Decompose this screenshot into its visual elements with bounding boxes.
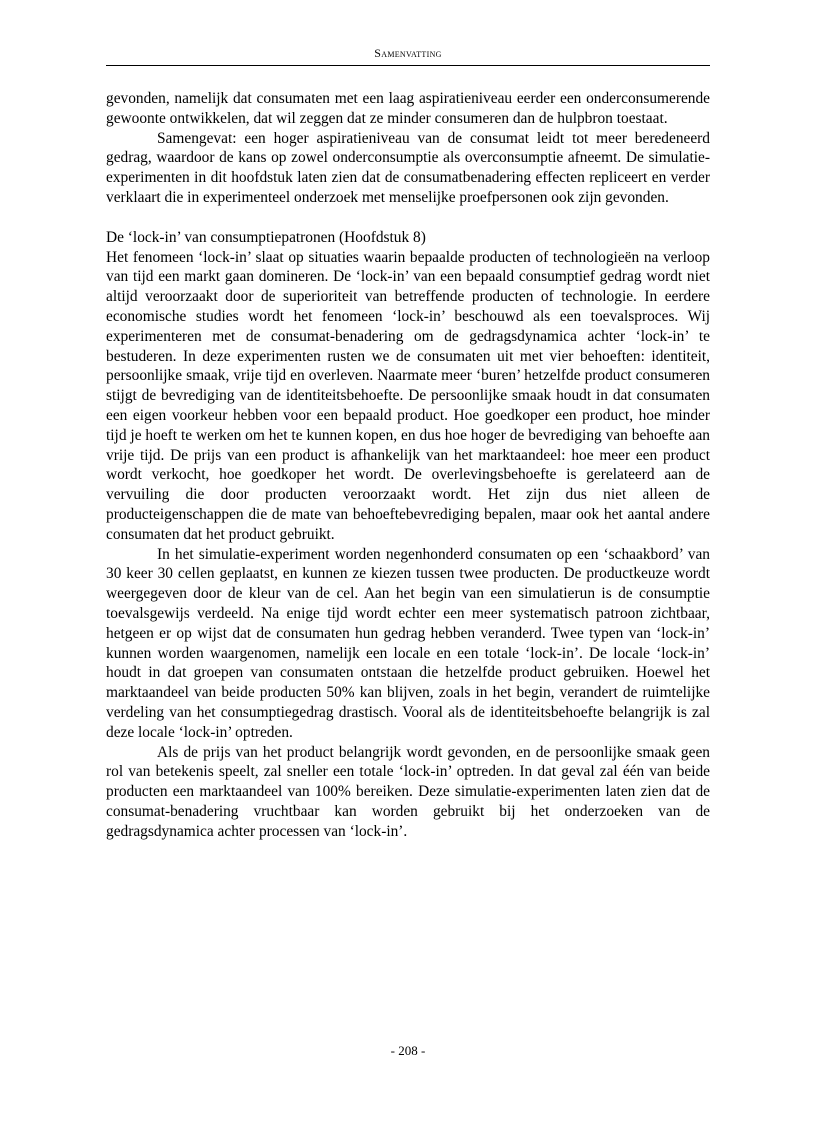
- body-text: [106, 89, 710, 841]
- paragraph-lockin-conclusion: Als de prijs van het product belangrijk wordt gevonden, en de persoonlijke smaak geen rol van betekenis speelt, zal sneller een totale ‘lock-in’ optreden. In dat geval zal één van beide producten een marktaandeel van 100% bereiken. Deze simulatie-experimenten laten zien dat de consumat-benadering vruchtbaar kan worden gebruikt bij het onderzoeken van de gedragsdynamica achter processen van ‘lock-in’.: [106, 743, 710, 840]
- page-number: - 208 -: [390, 1043, 426, 1058]
- paragraph-continuation: gevonden, namelijk dat consumaten met een laag aspiratieniveau eerder een onderconsumerende gewoonte ontwikkelen, dat wil zeggen dat ze minder consumeren dan de hulpbron toestaat.: [106, 90, 710, 127]
- running-head: Samenvatting: [374, 46, 442, 60]
- section-heading: De ‘lock-in’ van consumptiepatronen (Hoofdstuk 8): [106, 228, 426, 246]
- paragraph-lockin-experiment: In het simulatie-experiment worden negenhonderd consumaten op een ‘schaakbord’ van 30 keer 30 cellen geplaatst, en kunnen ze kiezen tussen twee producten. De productkeuze wordt weergegeven door de kleur van de cel. Aan het begin van een simulatierun is de consumptie toevalsgewijs verdeeld. Na enige tijd wordt echter een meer systematisch patroon zichtbaar, hetgeen er op wijst dat de consumaten hun gedrag hebben veranderd. Twee typen van ‘lock-in’ kunnen worden waargenomen, namelijk een locale en een totale ‘lock-in’. De locale ‘lock-in’ houdt in dat groepen van consumaten ontstaan die hetzelfde product gebruiken. Hoewel het marktaandeel van beide producten 50% kan blijven, zoals in het begin, verandert de ruimtelijke verdeling van het consumptiegedrag drastisch. Vooral als de identiteitsbehoefte belangrijk is zal deze locale ‘lock-in’ optreden.: [106, 545, 710, 741]
- header-rule: [106, 65, 710, 66]
- paragraph-lockin-intro: Het fenomeen ‘lock-in’ slaat op situaties waarin bepaalde producten of technologieën na verloop van tijd een markt gaan domineren. De ‘lock-in’ van een bepaald consumptief gedrag wordt niet altijd veroorzaakt door de superioriteit van betreffende producten of technologie. In eerdere economische studies wordt het fenomeen ‘lock-in’ beschouwd als een toevalsproces. Wij experimenteren met de consumat-benadering om de gedragsdynamica achter ‘lock-in’ te bestuderen. In deze experimenten rusten we de consumaten uit met vier behoeften: identiteit, persoonlijke smaak, vrije tijd en overleven. Naarmate meer ‘buren’ hetzelfde product consumeren stijgt de bevrediging van de identiteitsbehoefte. De persoonlijke smaak houdt in dat consumaten een eigen voorkeur hebben voor een bepaald product. Hoe goedkoper een product, hoe minder tijd je hoeft te werken om het te kunnen kopen, en dus hoe hoger de bevrediging van behoefte aan vrije tijd. De prijs van een product is afhankelijk van het marktaandeel: hoe meer een product wordt verkocht, hoe goedkoper het wordt. De overlevingsbehoefte is gerelateerd aan de vervuiling die door producten veroorzaakt wordt. Het zijn dus niet alleen de producteigenschappen die de mate van behoeftebevrediging bepalen, maar ook het aantal andere consumaten dat het product gebruikt.: [106, 248, 710, 543]
- paragraph-gap: [106, 208, 710, 228]
- paragraph-summary: Samengevat: een hoger aspiratieniveau van de consumat leidt tot meer beredeneerd gedrag, waardoor de kans op zowel onderconsumptie als overconsumptie afneemt. De simulatie-experimenten in dit hoofdstuk laten zien dat de consumatbenadering effecten repliceert en verder verklaart die in experimenteel onderzoek met menselijke proefpersonen ook zijn gevonden.: [106, 129, 710, 206]
